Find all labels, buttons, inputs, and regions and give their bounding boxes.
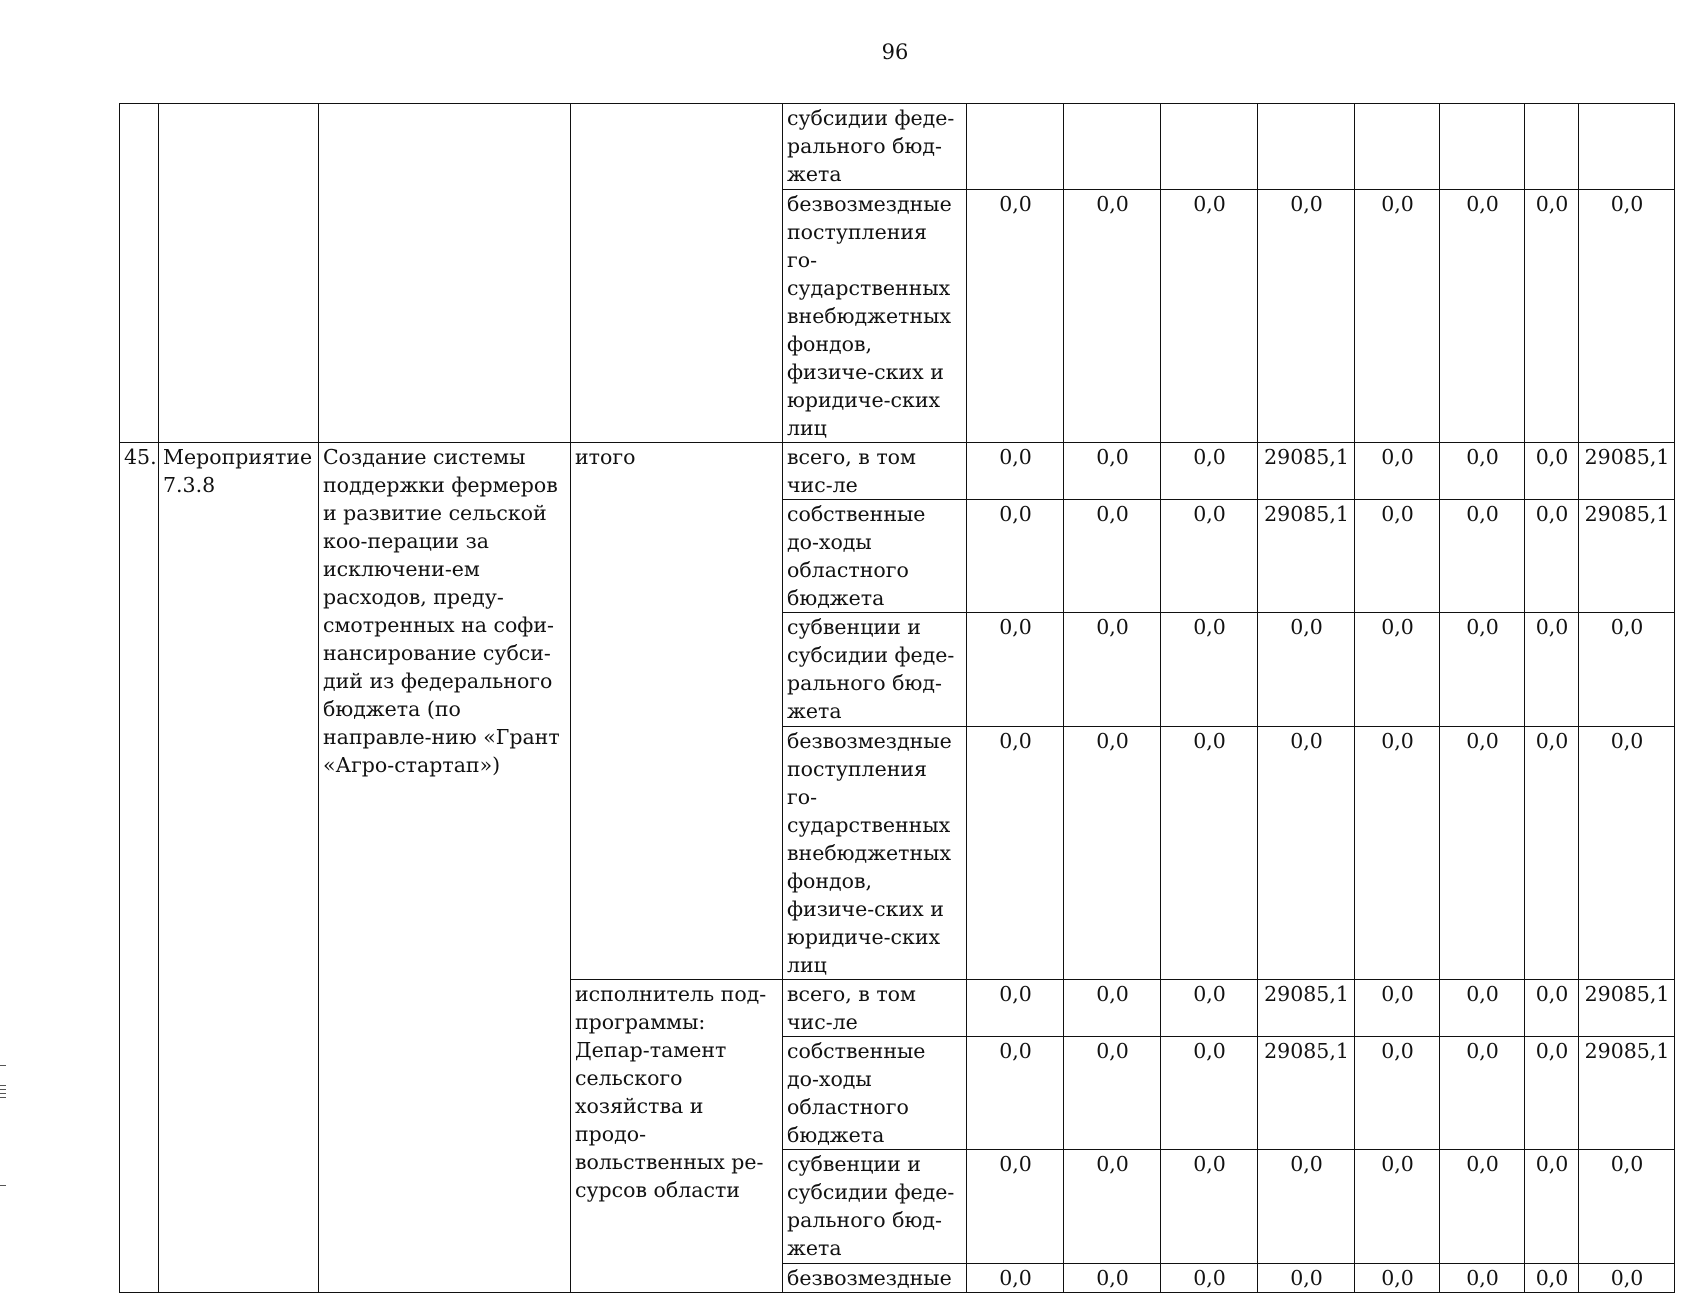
value-cell: 29085,1 [1579,980,1675,1037]
value-cell: 0,0 [1064,443,1161,500]
value-cell: 0,0 [1579,1264,1675,1293]
budget-table [119,103,1675,1293]
value-cell: 0,0 [1579,190,1675,443]
value-cell: 0,0 [1355,443,1440,500]
value-cell: 29085,1 [1579,443,1675,500]
value-cell: 0,0 [1064,1037,1161,1150]
value-cell [1355,104,1440,190]
executor-cell: итого [571,443,783,980]
empty-description-cell [319,104,571,443]
table-row [120,104,1675,190]
funding-source-cell: всего, в том чис-ле [783,443,967,500]
funding-source-cell: субсидии феде-ральнoго бюд-жета [783,104,967,190]
empty-item-cell [159,104,319,443]
value-cell: 0,0 [1525,1264,1579,1293]
row-number-cell: 45. [120,443,159,1293]
value-cell [1258,104,1355,190]
value-cell: 0,0 [1440,190,1525,443]
value-cell: 0,0 [1064,727,1161,980]
value-cell: 0,0 [1525,980,1579,1037]
value-cell: 0,0 [967,1264,1064,1293]
scan-margin-marks [0,1065,8,1195]
value-cell: 0,0 [1355,500,1440,613]
value-cell: 0,0 [1355,1264,1440,1293]
value-cell: 0,0 [1064,613,1161,727]
funding-source-cell: субвенции и субсидии феде-рального бюд-жета [783,613,967,727]
value-cell: 0,0 [1161,1037,1258,1150]
value-cell: 0,0 [1161,443,1258,500]
page-number: 96 [881,40,909,64]
table-row [120,443,1675,500]
value-cell: 0,0 [1355,727,1440,980]
value-cell: 0,0 [1579,1150,1675,1264]
value-cell: 0,0 [1064,1264,1161,1293]
value-cell [1440,104,1525,190]
value-cell: 0,0 [1064,500,1161,613]
value-cell: 0,0 [1440,613,1525,727]
funding-source-cell: безвозмездные поступления го-сударственных внебюджетных фондов, физиче-ских и юридиче-ских лиц [783,727,967,980]
value-cell: 0,0 [1258,1150,1355,1264]
funding-source-cell: всего, в том чис-ле [783,980,967,1037]
value-cell [1525,104,1579,190]
value-cell: 0,0 [1525,1150,1579,1264]
value-cell: 0,0 [1064,190,1161,443]
empty-number-cell [120,104,159,443]
value-cell: 0,0 [1440,980,1525,1037]
funding-source-cell: безвозмездные [783,1264,967,1293]
value-cell: 0,0 [1161,1264,1258,1293]
value-cell: 0,0 [1161,980,1258,1037]
value-cell: 0,0 [1355,1037,1440,1150]
funding-source-cell: собственные до-ходы областного бюджета [783,1037,967,1150]
value-cell: 0,0 [967,980,1064,1037]
value-cell: 0,0 [1525,1037,1579,1150]
value-cell: 0,0 [1525,190,1579,443]
empty-executor-cell [571,104,783,443]
value-cell: 0,0 [1161,190,1258,443]
value-cell: 0,0 [1258,613,1355,727]
value-cell: 0,0 [1258,727,1355,980]
value-cell: 0,0 [1440,500,1525,613]
description-cell: Создание системы поддержки фермеров и развитие сельской коо-перации за исключени-ем расходов, преду-смотренных на софи-нансирование субси-дий из федерального бюджета (по направле-нию «Грант «Агро-стартап») [319,443,571,1293]
value-cell: 0,0 [1161,500,1258,613]
value-cell: 0,0 [1579,727,1675,980]
value-cell: 0,0 [967,1150,1064,1264]
value-cell: 0,0 [1440,1264,1525,1293]
value-cell: 0,0 [1525,727,1579,980]
value-cell: 0,0 [1161,727,1258,980]
value-cell: 29085,1 [1579,1037,1675,1150]
value-cell [967,104,1064,190]
value-cell: 29085,1 [1258,500,1355,613]
value-cell: 0,0 [1258,1264,1355,1293]
value-cell: 0,0 [1355,190,1440,443]
value-cell: 0,0 [1355,613,1440,727]
value-cell: 0,0 [967,613,1064,727]
value-cell: 0,0 [1525,613,1579,727]
value-cell: 0,0 [1525,500,1579,613]
value-cell: 0,0 [1064,1150,1161,1264]
value-cell: 0,0 [967,190,1064,443]
funding-source-cell: безвозмездные поступления го-сударственных внебюджетных фондов, физиче-ских и юридиче-ских лиц [783,190,967,443]
value-cell: 0,0 [967,443,1064,500]
value-cell: 0,0 [1440,727,1525,980]
value-cell: 0,0 [1440,1037,1525,1150]
executor-cell: исполнитель под-программы: Депар-тамент сельского хозяйства и продо-вольственных ре-сурсов области [571,980,783,1293]
value-cell: 0,0 [1355,1150,1440,1264]
value-cell: 29085,1 [1579,500,1675,613]
value-cell: 0,0 [967,727,1064,980]
value-cell: 0,0 [1440,443,1525,500]
funding-source-cell: субвенции и субсидии феде-рального бюд-жета [783,1150,967,1264]
value-cell [1579,104,1675,190]
value-cell: 0,0 [1161,1150,1258,1264]
item-cell: Мероприятие 7.3.8 [159,443,319,1293]
value-cell: 29085,1 [1258,980,1355,1037]
value-cell: 29085,1 [1258,443,1355,500]
value-cell: 0,0 [1161,613,1258,727]
value-cell: 0,0 [1064,980,1161,1037]
value-cell: 0,0 [1440,1150,1525,1264]
value-cell [1064,104,1161,190]
value-cell: 29085,1 [1258,1037,1355,1150]
value-cell: 0,0 [1525,443,1579,500]
value-cell: 0,0 [967,500,1064,613]
value-cell: 0,0 [967,1037,1064,1150]
value-cell: 0,0 [1579,613,1675,727]
funding-source-cell: собственные до-ходы областного бюджета [783,500,967,613]
value-cell [1161,104,1258,190]
value-cell: 0,0 [1258,190,1355,443]
value-cell: 0,0 [1355,980,1440,1037]
